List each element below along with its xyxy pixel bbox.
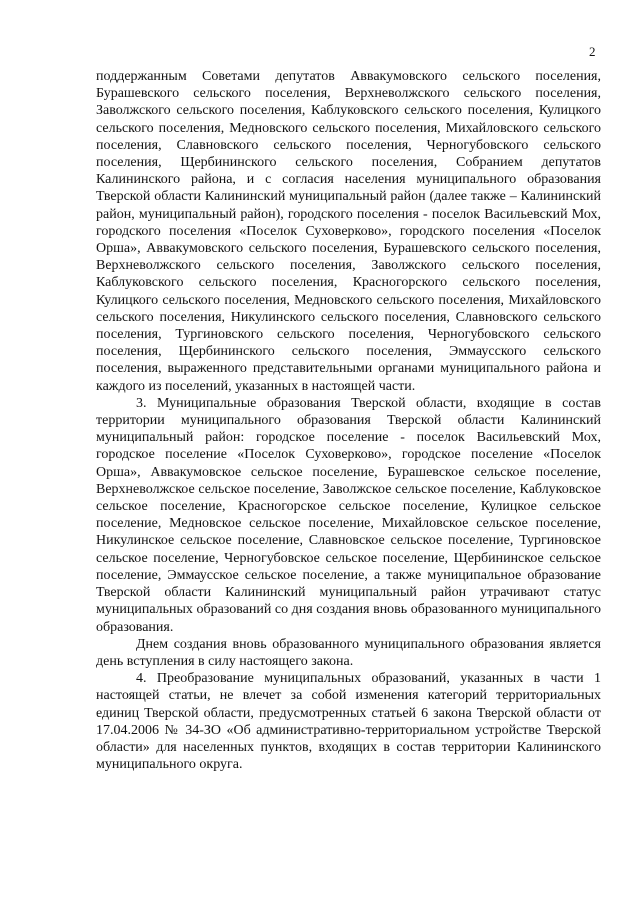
document-body (96, 68, 601, 773)
paragraph-part-4: 4. Преобразование муниципальных образований, указанных в части 1 настоящей статьи, не влечет за собой изменения категорий территориальных единиц Тверской области, предусмотренных статьей 6 закона Тверской области от 17.04.2006 № 34-ЗО «Об административно-территориальном устройстве Тверской области» для населенных пунктов, входящих в состав территории Калининского муниципального округа. (96, 671, 601, 773)
paragraph-continuation: поддержанным Советами депутатов Аввакумовского сельского поселения, Бурашевского сельского поселения, Верхневолжского сельского поселения, Заволжского сельского поселения, Каблуковского сельского поселения, Кулицкого сельского поселения, Медновского сельского поселения, Михайловского сельского поселения, Славновского сельского поселения, Черногубовского сельского поселения, Щербининского сельского поселения, Собранием депутатов Калининского района, и с согласия населения муниципального образования Тверской области Калининский муниципальный район (далее также – Калининский район, муниципальный район), городского поселения - поселок Васильевский Мох, городского поселения «Поселок Суховерково», городского поселения «Поселок Орша», Аввакумовского сельского поселения, Бурашевского сельского поселения, Верхневолжского сельского поселения, Заволжского сельского поселения, Каблуковского сельского поселения, Красногорского сельского поселения, Кулицкого сельского поселения, Медновского сельского поселения, Михайловского сельского поселения, Никулинского сельского поселения, Славновского сельского поселения, Тургиновского сельского поселения, Черногубовского сельского поселения, Щербининского сельского поселения, Эммаусского сельского поселения, выраженного представительными органами муниципального района и каждого из поселений, указанных в настоящей части. (96, 69, 601, 394)
paragraph-creation-day: Днем создания вновь образованного муниципального образования является день вступления в силу настоящего закона. (96, 636, 601, 669)
page-number: 2 (589, 44, 596, 59)
paragraph-part-3: 3. Муниципальные образования Тверской области, входящие в состав территории муниципального образования Тверской области Калининский муниципальный район: городское поселение - поселок Васильевский Мох, городское поселение «Поселок Суховерково», городское поселение «Поселок Орша», Аввакумовское сельское поселение, Бурашевское сельское поселение, Верхневолжское сельское поселение, Заволжское сельское поселение, Каблуковское сельское поселение, Красногорское сельское поселение, Кулицкое сельское поселение, Медновское сельское поселение, Михайловское сельское поселение, Никулинское сельское поселение, Славновское сельское поселение, Тургиновское сельское поселение, Черногубовское сельское поселение, Щербининское сельское поселение, Эммаусское сельское поселение, а также муниципальное образование Тверской области Калининский муниципальный район утрачивают статус муниципальных образований со дня создания вновь образованного муниципального образования. (96, 395, 601, 635)
